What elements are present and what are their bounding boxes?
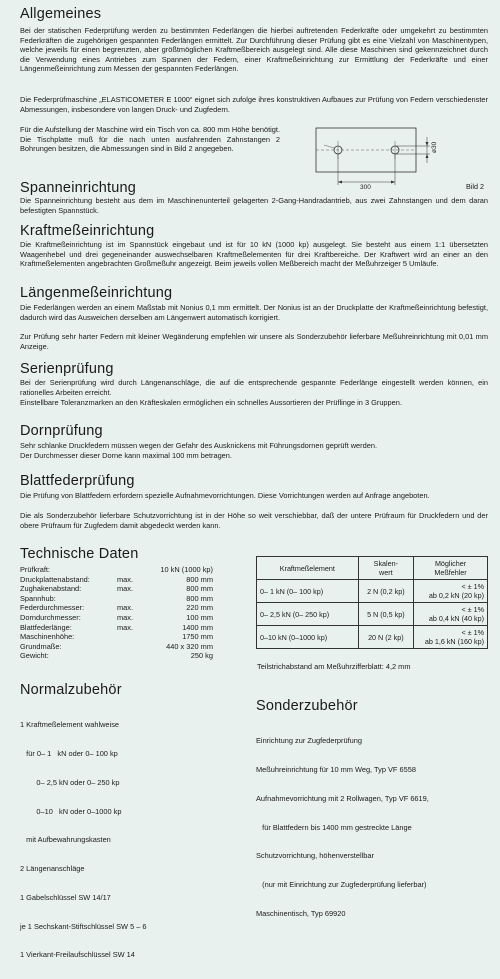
tech-max xyxy=(117,565,145,575)
tech-value: 800 mm xyxy=(186,584,213,594)
table-cell-element: 0– 1 kN (0– 100 kp) xyxy=(257,580,359,603)
tech-label: Grundmaße: xyxy=(20,641,62,651)
tech-row xyxy=(20,594,250,604)
fehler-range: ab 1,6 kN (160 kp) xyxy=(424,637,484,646)
blattfederpruefung-text-2: Die als Sonderzubehör lieferbare Schutzvorrichtung ist in der Höhe so weit verschiebbar, daß der untere Prüfraum für Druckfedern und der obere Prüfraum für Zugfedern damit abgedeckt werden kann. xyxy=(20,511,488,530)
tech-max xyxy=(117,594,145,604)
tech-max: max. xyxy=(117,574,134,584)
tech-row xyxy=(20,584,250,594)
tech-label: Dorndurchmesser: xyxy=(20,612,81,622)
laengenmesseinrichtung-text-1: Die Federlängen werden an einem Maßstab mit Nonius 0,1 mm ermittelt. Der Nonius ist an der Druckplatte der Kraftmeßeinrichtung befestigt, dadurch wird das Ausweichen derselben am Längenwert automatisch korrigiert. xyxy=(20,303,488,322)
tech-value: 800 mm xyxy=(186,574,213,584)
tech-row xyxy=(20,603,250,613)
dornpruefung-text-2: Der Durchmesser dieser Dorne kann maximal 100 mm betragen. xyxy=(20,451,232,460)
heading-normalzubehoer: Normalzubehör xyxy=(20,682,122,698)
laengenmesseinrichtung-text-2: Zur Prüfung sehr harter Federn mit kleiner Wegänderung empfehlen wir unsere als Sonderzubehör lieferbare Meßuhreinrichtung mit 0,01 mm Anzeige. xyxy=(20,332,488,351)
fehler-percent: < ± 1% xyxy=(461,628,484,637)
heading-blattfederpruefung: Blattfederprüfung xyxy=(20,473,135,489)
dornpruefung-text-1: Sehr schlanke Druckfedern müssen wegen der Gefahr des Ausknickens mit Führungsdornen geprüft werden. xyxy=(20,441,377,450)
tech-value: 220 mm xyxy=(186,603,213,613)
table-cell-fehler xyxy=(414,603,488,626)
table-row xyxy=(257,580,488,603)
heading-serienpruefung: Serienprüfung xyxy=(20,361,114,377)
list-item: Meßuhreinrichtung für 10 mm Weg, Typ VF 6558 xyxy=(256,764,416,774)
allgemeines-paragraph-1: Bei der statischen Federprüfung werden zu bestimmten Federlängen die hierbei auftretenden Federkräfte oder umgekehrt zu bestimmten Federkräften die zugehörigen gespannten Federlängen ermittelt. Zur Durchführung dieser Prüfung gibt es eine Vielzahl von Maschinentypen, welche jeweils für einen begrenzten, aber größtmöglichen Kraftmeßbereich ausgelegt sind. Alle diese Maschinen sind gekennzeichnet durch die Verwendung eines Antriebes zum Spannen der Federn, einer Kraftmeßeinrichtung zur Ermittlung der Federkräfte und einer Längenmeßeinrichtung zum Messen der gespannten Federlängen. xyxy=(20,26,488,74)
kraftmesseinrichtung-text: Die Kraftmeßeinrichtung ist im Spannstück eingebaut und ist für 10 kN (1000 kp) ausgelegt. Sie besteht aus einem 1:1 übersetzten Waagenhebel und drei gegeneinander auswechselbaren Kraftmeßelementen für drei Kraftbereiche. Der Kraftwert wird an einer an den Kraftmeßelementen angebrachten Großmeßuhr angezeigt. Beim jeweils vollen Meßbereich macht der Meßuhrzeiger 5 Umläufe. xyxy=(20,240,488,269)
table-cell-skala: 2 N (0,2 kp) xyxy=(358,580,413,603)
tech-label: Blattfederlänge: xyxy=(20,622,72,632)
tech-label: Spannhub: xyxy=(20,593,56,603)
tech-max xyxy=(117,632,145,642)
list-item: 2 Längenanschläge xyxy=(20,864,85,874)
tech-value: 800 mm xyxy=(186,593,213,603)
table-header: Kraftmeßelement xyxy=(257,557,359,580)
tech-value: 1400 mm xyxy=(182,622,213,632)
list-item: für Blattfedern bis 1400 mm gestreckte Länge xyxy=(256,822,412,832)
blattfederpruefung-text-1: Die Prüfung von Blattfedern erfordern spezielle Aufnahmevorrichtungen. Diese Vorrichtungen werden auf Anfrage angeboten. xyxy=(20,491,430,500)
list-item: 1 Kraftmeßelement wahlweise xyxy=(20,720,119,730)
fehler-range: ab 0,4 kN (40 kp) xyxy=(428,614,484,623)
list-item: mit Aufbewahrungskasten xyxy=(20,835,111,845)
list-item: 0– 2,5 kN oder 0– 250 kp xyxy=(20,777,120,787)
kraftmesselement-table xyxy=(256,556,488,649)
tech-label: Zughakenabstand: xyxy=(20,584,82,594)
serienpruefung-text-2: Einstellbare Toleranzmarken an den Kräfteskalen ermöglichen ein schnelles Aussortieren der Prüflinge in 3 Gruppen. xyxy=(20,398,402,407)
tech-row xyxy=(20,623,250,633)
spanneinrichtung-text: Die Spanneinrichtung besteht aus dem im Maschinenunterteil gelagerten 2-Gang-Handradantrieb, aus zwei Zahnstangen und dem daran befestigten Spannstück. xyxy=(20,196,488,215)
list-item: 1 Gabelschlüssel SW 14/17 xyxy=(20,892,111,902)
tech-value: 10 kN (1000 kp) xyxy=(160,565,213,574)
serienpruefung-text-1: Bei der Serienprüfung wird durch Längenanschläge, die auf die entsprechende gespannte Federlänge eingestellt werden können, ein rationelles Arbeiten erreicht. xyxy=(20,378,488,397)
list-item: Aufnahmevorrichtung mit 2 Rollwagen, Typ VF 6619, xyxy=(256,793,429,803)
table-row xyxy=(257,603,488,626)
heading-kraftmesseinrichtung: Kraftmeßeinrichtung xyxy=(20,223,155,239)
technical-data-list xyxy=(20,565,250,661)
list-item: für 0– 1 kN oder 0– 100 kp xyxy=(20,748,118,758)
list-item: Maschinentisch, Typ 69920 xyxy=(256,908,346,918)
tech-value: 100 mm xyxy=(186,612,213,622)
allgemeines-paragraph-2: Die Federprüfmaschine „ELASTICOMETER E 1000“ eignet sich zufolge ihres konstruktiven Aufbaues zur Prüfung von Federn verschiedenster Abmessungen, insbesondere von langen Druck- und Zugfedern. xyxy=(20,95,488,114)
heading-allgemeines: Allgemeines xyxy=(20,6,102,22)
figure-caption: Bild 2 xyxy=(466,182,484,191)
tech-max: max. xyxy=(117,603,134,613)
heading-laengenmesseinrichtung: Längenmeßeinrichtung xyxy=(20,285,173,301)
tech-max: max. xyxy=(117,612,134,622)
tech-row xyxy=(20,642,250,652)
normalzubehoer-list xyxy=(20,701,147,979)
list-item: 0–10 kN oder 0–1000 kp xyxy=(20,806,122,816)
list-item: Schutzvorrichtung, höhenverstellbar xyxy=(256,851,374,861)
tech-row xyxy=(20,575,250,585)
sonderzubehoer-list xyxy=(256,717,429,938)
list-item: (nur mit Einrichtung zur Zugfederprüfung lieferbar) xyxy=(256,880,427,890)
fehler-range: ab 0,2 kN (20 kp) xyxy=(428,591,484,600)
tech-label: Maschinenhöhe: xyxy=(20,632,75,642)
fehler-percent: < ± 1% xyxy=(461,605,484,614)
tech-max: max. xyxy=(117,622,134,632)
table-row xyxy=(257,626,488,649)
tech-value: 1750 mm xyxy=(182,632,213,642)
table-cell-fehler xyxy=(414,626,488,649)
tech-row xyxy=(20,565,250,575)
tech-row xyxy=(20,613,250,623)
tech-label: Prüfkraft: xyxy=(20,565,50,574)
allgemeines-paragraph-3: Für die Aufstellung der Maschine wird ein Tisch von ca. 800 mm Höhe benötigt. Die Tischplatte muß für die nach unten ausfahrenden Zahnstangen 2 Bohrungen besitzen, die Abmessungen sind in Bild 2 angegeben. xyxy=(20,125,280,154)
tech-row xyxy=(20,651,250,661)
tech-max: max. xyxy=(117,584,134,594)
table-cell-element: 0–10 kN (0–1000 kp) xyxy=(257,626,359,649)
tech-label: Druckplattenabstand: xyxy=(20,574,90,584)
heading-sonderzubehoer: Sonderzubehör xyxy=(256,698,358,714)
tech-max xyxy=(117,642,145,652)
table-cell-skala: 20 N (2 kp) xyxy=(358,626,413,649)
table-cell-element: 0– 2,5 kN (0– 250 kp) xyxy=(257,603,359,626)
heading-dornpruefung: Dornprüfung xyxy=(20,423,103,439)
table-drill-diagram xyxy=(300,123,490,193)
teilstrich-note: Teilstrichabstand am Meßuhrzifferblatt: 4,2 mm xyxy=(257,662,411,671)
list-item: 1 Vierkant-Freilaufschlüssel SW 14 xyxy=(20,950,135,960)
table-cell-fehler xyxy=(414,580,488,603)
tech-label: Gewicht: xyxy=(20,651,49,661)
tech-label: Federdurchmesser: xyxy=(20,603,85,613)
dimension-diameter: ø30 xyxy=(431,141,438,153)
table-cell-skala: 5 N (0,5 kp) xyxy=(358,603,413,626)
heading-spanneinrichtung: Spanneinrichtung xyxy=(20,180,137,196)
heading-technische-daten: Technische Daten xyxy=(20,546,139,562)
table-header: Skalen- wert xyxy=(358,557,413,580)
list-item: je 1 Sechskant-Stiftschlüssel SW 5 – 6 xyxy=(20,921,147,931)
fehler-percent: < ± 1% xyxy=(461,582,484,591)
tech-max xyxy=(117,651,145,661)
tech-value: 250 kg xyxy=(190,651,213,661)
table-header-row xyxy=(257,557,488,580)
bild-2-drawing xyxy=(300,123,490,193)
list-item: Einrichtung zur Zugfederprüfung xyxy=(256,736,362,746)
table-header: Möglicher Meßfehler xyxy=(414,557,488,580)
tech-row xyxy=(20,632,250,642)
dimension-300: 300 xyxy=(360,184,371,191)
tech-value: 440 x 320 mm xyxy=(166,641,213,651)
